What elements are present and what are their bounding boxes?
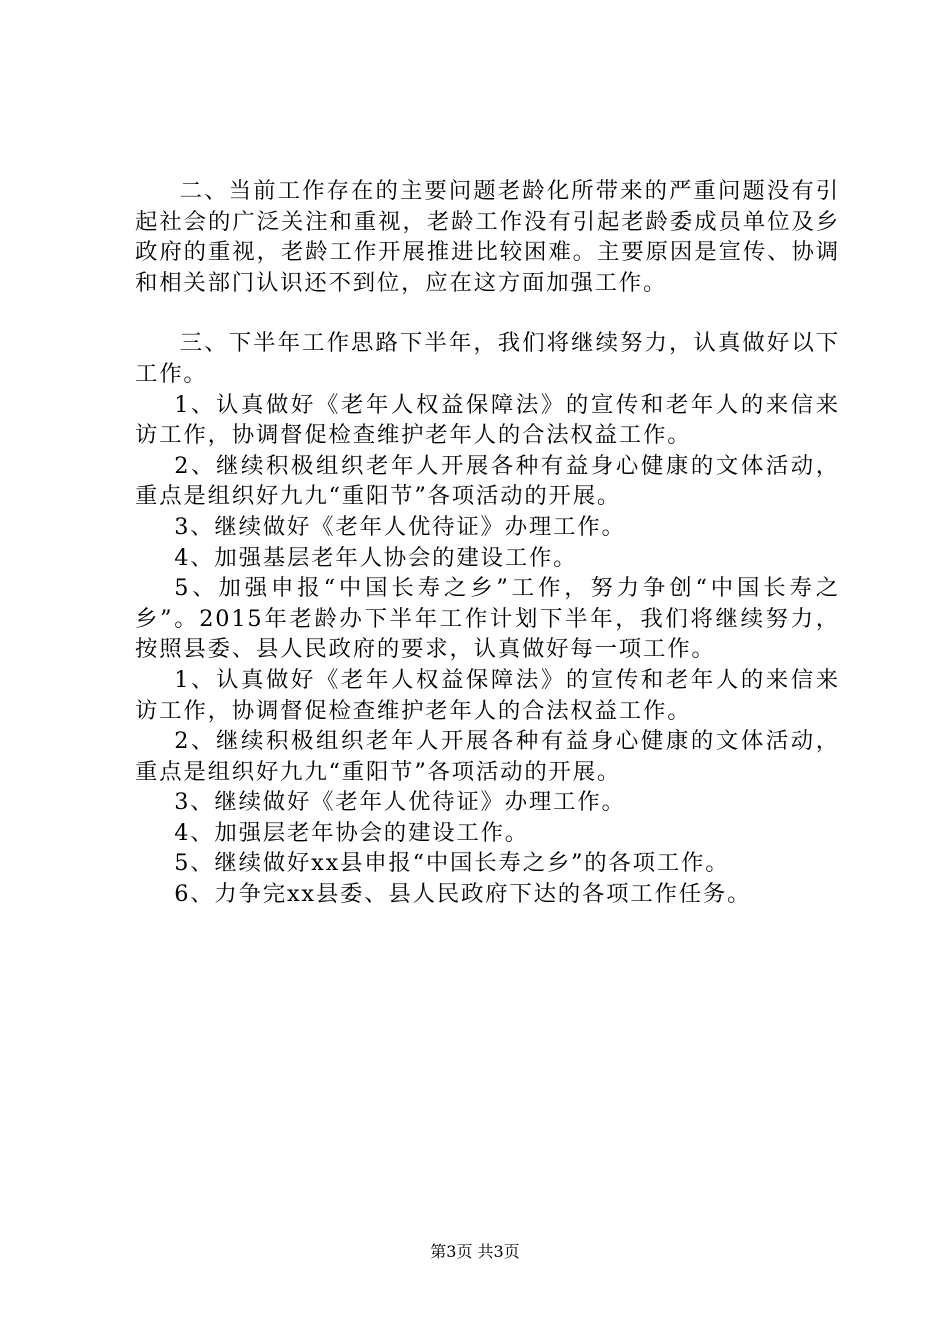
section-two-paragraph: 二、当前工作存在的主要问题老龄化所带来的严重问题没有引起社会的广泛关注和重视，老龄工作没有引起老龄委成员单位及乡政府的重视，老龄工作开展推进比较困难。主要原因是宣传、协调和相关部门认识还不到位，应在这方面加强工作。	[135, 178, 840, 296]
document-body	[135, 176, 840, 910]
section-three-heading: 三、下半年工作思路下半年，我们将继续努力，认真做好以下工作。	[135, 330, 840, 387]
list-item: 1、认真做好《老年人权益保障法》的宣传和老年人的来信来访工作，协调督促检查维护老年人的合法权益工作。	[135, 391, 840, 449]
list-item: 2、继续积极组织老年人开展各种有益身心健康的文体活动，重点是组织好九九“重阳节”各项活动的开展。	[135, 728, 840, 785]
list-item: 5、继续做好xx县申报“中国长寿之乡”的各项工作。	[174, 850, 730, 877]
list-item: 6、力争完xx县委、县人民政府下达的各项工作任务。	[174, 881, 752, 908]
list-item: 3、继续做好《老年人优待证》办理工作。	[174, 789, 626, 816]
list-item: 4、加强层老年协会的建设工作。	[174, 819, 529, 846]
list-item: 3、继续做好《老年人优待证》办理工作。	[174, 513, 626, 540]
page-footer: 第3页 共3页	[430, 1242, 520, 1261]
paragraph-gap	[135, 298, 840, 328]
list-item: 4、加强基层老年人协会的建设工作。	[174, 544, 578, 571]
list-item: 5、加强申报“中国长寿之乡”工作，努力争创“中国长寿之乡”。2015年老龄办下半年工作计划下半年，我们将继续努力，按照县委、县人民政府的要求，认真做好每一项工作。	[135, 575, 840, 663]
list-item: 2、继续积极组织老年人开展各种有益身心健康的文体活动，重点是组织好九九“重阳节”各项活动的开展。	[135, 452, 840, 510]
list-item: 1、认真做好《老年人权益保障法》的宣传和老年人的来信来访工作，协调督促检查维护老年人的合法权益工作。	[135, 666, 840, 724]
